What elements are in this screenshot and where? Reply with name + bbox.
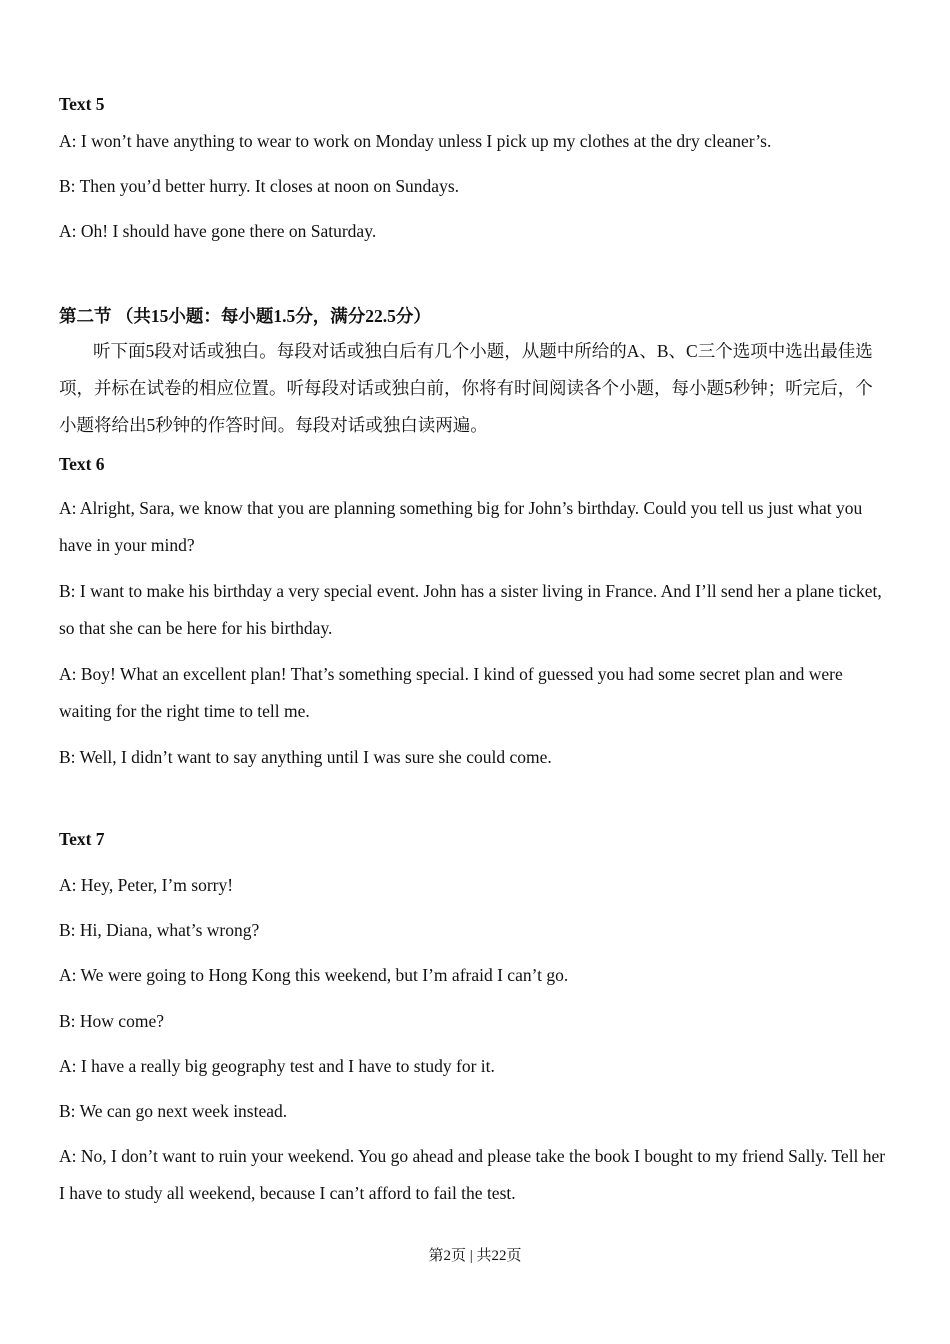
text6-line-1: A: Alright, Sara, we know that you are planning something big for John’s birthday. Could you tell us just what you have in your mind? xyxy=(59,498,863,555)
text5-line-3: A: Oh! I should have gone there on Saturday. xyxy=(59,221,377,241)
text5-line-1: A: I won’t have anything to wear to work on Monday unless I pick up my clothes at the dry cleaner’s. xyxy=(59,131,772,151)
section2-heading: 第二节 （共15小题：每小题1.5分，满分22.5分） xyxy=(59,306,431,326)
text5-heading: Text 5 xyxy=(59,94,105,114)
text6-line-3: A: Boy! What an excellent plan! That’s something special. I kind of guessed you had some secret plan and were waiting for the right time to tell me. xyxy=(59,664,843,721)
section2-instructions: 听下面5段对话或独白。每段对话或独白后有几个小题，从题中所给的A、B、C三个选项中选出最佳选项，并标在试卷的相应位置。听每段对话或独白前，你将有时间阅读各个小题，每小题5秒钟；听完后，个小题将给出5秒钟的作答时间。每段对话或独白读两遍。 xyxy=(59,341,873,435)
text6-line-4: B: Well, I didn’t want to say anything until I was sure she could come. xyxy=(59,747,552,767)
text7-heading: Text 7 xyxy=(59,829,105,849)
text6-line-2: B: I want to make his birthday a very special event. John has a sister living in France. And I’ll send her a plane ticket, so that she can be here for his birthday. xyxy=(59,581,882,638)
text7-line-1: A: Hey, Peter, I’m sorry! xyxy=(59,875,234,895)
text7-line-7: A: No, I don’t want to ruin your weekend. You go ahead and please take the book I bought to my friend Sally. Tell her I have to study all weekend, because I can’t afford to fail the test. xyxy=(59,1146,886,1203)
text7-line-2: B: Hi, Diana, what’s wrong? xyxy=(59,920,260,940)
text7-line-6: B: We can go next week instead. xyxy=(59,1101,288,1121)
text7-line-5: A: I have a really big geography test and I have to study for it. xyxy=(59,1056,495,1076)
page-footer: 第2页 | 共22页 xyxy=(428,1248,522,1264)
text5-line-2: B: Then you’d better hurry. It closes at noon on Sundays. xyxy=(59,176,460,196)
text7-line-3: A: We were going to Hong Kong this weekend, but I’m afraid I can’t go. xyxy=(59,965,569,985)
text7-line-4: B: How come? xyxy=(59,1011,164,1031)
text6-heading: Text 6 xyxy=(59,454,105,474)
